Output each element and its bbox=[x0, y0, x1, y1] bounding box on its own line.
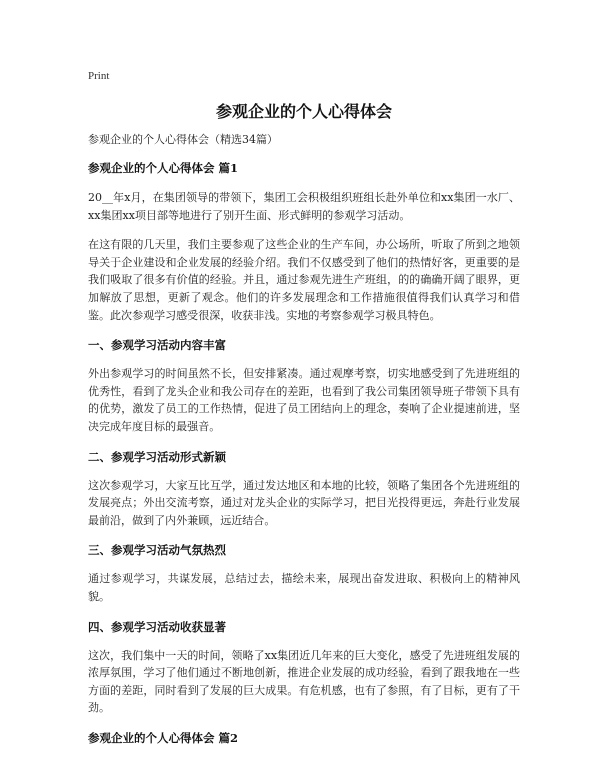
paragraph-content: 外出参观学习的时间虽然不长，但安排紧凑。通过观摩考察，切实地感受到了先进班组的优秀性，看到了龙头企业和我公司存在的差距，也看到了我公司集团领导班子带领下具有的优势，激发了员工的工作热情，促进了员工团结向上的理念，奏响了企业提速前进，坚决完成年度目标的最强音。 bbox=[88, 367, 520, 433]
document-subtitle: 参观企业的个人心得体会（精选34篇） bbox=[88, 133, 278, 146]
document-body bbox=[88, 159, 520, 759]
paragraph-visit: 在这有限的几天里，我们主要参观了这些企业的生产车间，办公场所，听取了所到之地领导关于企业建设和企业发展的经验介绍。我们不仅感受到了他们的热情好客，更重要的是我们吸取了很多有价值的经验。并且，通过参观先进生产班组，的的确确开阔了眼界，更加解放了思想，更新了观念。他们的许多发展理念和工作措施很值得我们认真学习和借鉴。此次参观学习感受很深，收获非浅。实地的考察参观学习极具特色。 bbox=[88, 238, 520, 322]
paragraph-results: 这次，我们集中一天的时间，领略了xx集团近几年来的巨大变化，感受了先进班组发展的浓厚氛围，学习了他们通过不断地创新，推进企业发展的成功经验，看到了跟我地在一些方面的差距，同时看到了发展的巨大成果。有危机感，也有了参照，有了目标，更有了干劲。 bbox=[88, 648, 520, 715]
sub-heading-results: 四、参观学习活动收获显著 bbox=[88, 619, 226, 634]
sub-heading-atmosphere: 三、参观学习活动气氛热烈 bbox=[88, 543, 226, 558]
section-heading-2: 参观企业的个人心得体会 篇2 bbox=[88, 730, 239, 745]
sub-heading-content: 一、参观学习活动内容丰富 bbox=[88, 338, 226, 353]
sub-heading-format: 二、参观学习活动形式新颖 bbox=[88, 449, 226, 464]
paragraph-intro: 20__年x月，在集团领导的带领下，集团工会积极组织班组长赴外单位和xx集团一水厂、xx集团xx项目部等地进行了别开生面、形式鲜明的参观学习活动。 bbox=[88, 191, 520, 222]
page-title: 参观企业的个人心得体会 bbox=[215, 102, 392, 121]
print-link[interactable]: Print bbox=[88, 70, 110, 82]
paragraph-format: 这次参观学习，大家互比互学，通过发达地区和本地的比较，领略了集团各个先进班组的发展亮点；外出交流考察，通过对龙头企业的实际学习，把目光投得更远，奔赴行业发展最前沿，做到了内外兼顾，远近结合。 bbox=[88, 478, 520, 527]
section-heading-1: 参观企业的个人心得体会 篇1 bbox=[88, 161, 239, 175]
paragraph-atmosphere: 通过参观学习，共谋发展，总结过去，描绘未来，展现出奋发进取、积极向上的精神风貌。 bbox=[88, 572, 520, 603]
